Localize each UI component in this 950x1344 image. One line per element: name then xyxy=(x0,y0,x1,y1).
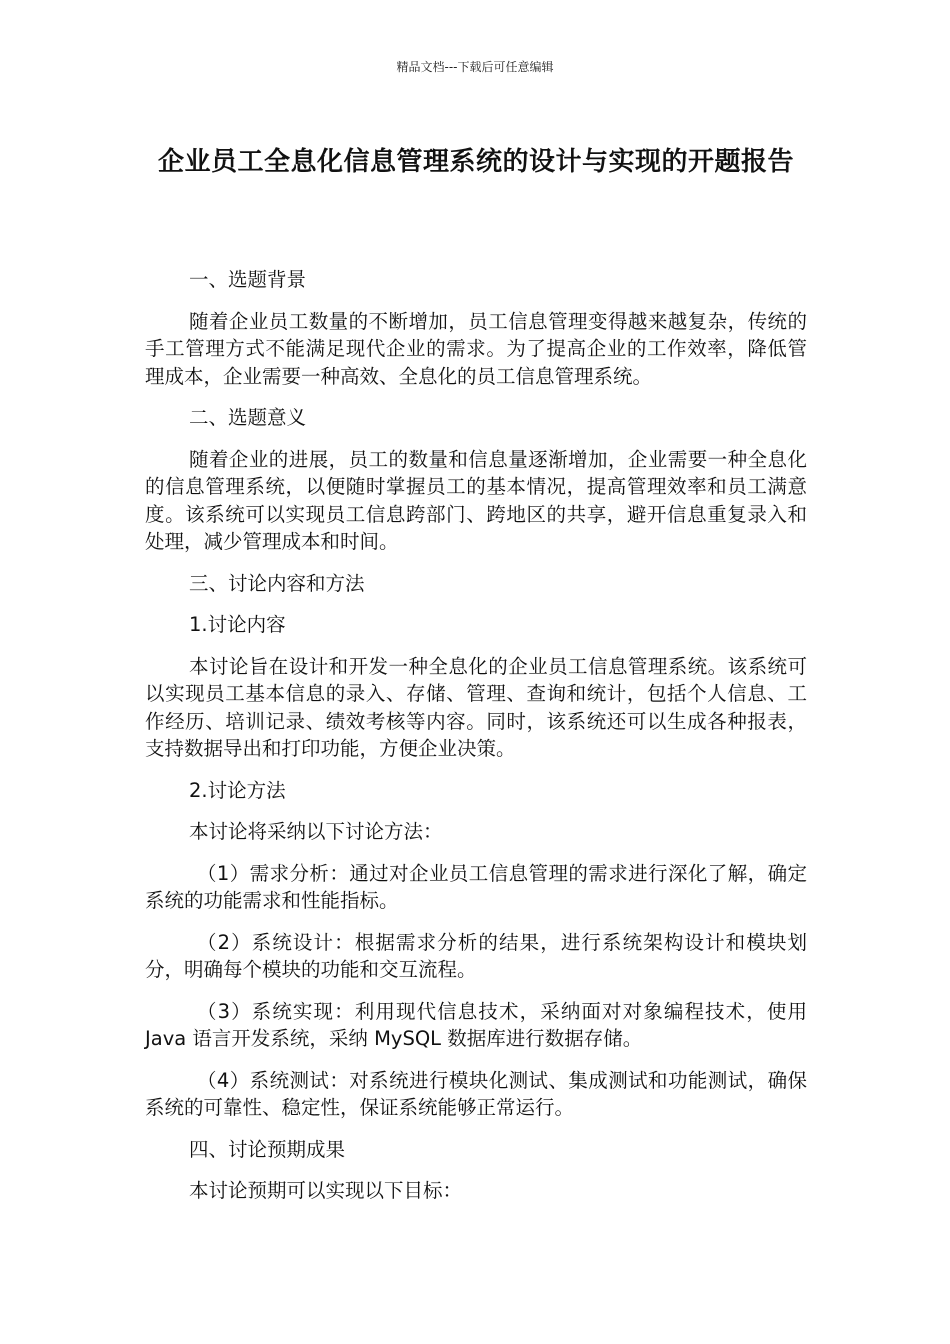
list-item: （4）系统测试：对系统进行模块化测试、集成测试和功能测试，确保系统的可靠性、稳定性，保证系统能够正常运行。 xyxy=(145,1068,807,1119)
page-header: 精品文档---下载后可任意编辑 xyxy=(396,60,554,74)
document-title: 企业员工全息化信息管理系统的设计与实现的开题报告 xyxy=(157,147,794,177)
section-heading-significance: 二、选题意义 xyxy=(189,406,307,429)
subheading-content: 1.讨论内容 xyxy=(189,613,286,636)
paragraph-expected-intro: 本讨论预期可以实现以下目标： xyxy=(189,1179,463,1202)
list-item: （3）系统实现：利用现代信息技术，采纳面对对象编程技术，使用 Java 语言开发系统，采纳 MySQL 数据库进行数据存储。 xyxy=(145,999,807,1050)
paragraph-content: 本讨论旨在设计和开发一种全息化的企业员工信息管理系统。该系统可以实现员工基本信息的录入、存储、管理、查询和统计，包括个人信息、工作经历、培训记录、绩效考核等内容。同时，该系统还可以生成各种报表，支持数据导出和打印功能，方便企业决策。 xyxy=(145,654,807,760)
paragraph-methods-intro: 本讨论将采纳以下讨论方法： xyxy=(189,820,443,843)
document-body xyxy=(145,266,807,1219)
list-item: （1）需求分析：通过对企业员工信息管理的需求进行深化了解，确定系统的功能需求和性能指标。 xyxy=(145,861,807,912)
list-item: （2）系统设计：根据需求分析的结果，进行系统架构设计和模块划分，明确每个模块的功能和交互流程。 xyxy=(145,930,807,981)
subheading-methods: 2.讨论方法 xyxy=(189,778,286,802)
section-heading-background: 一、选题背景 xyxy=(189,268,307,291)
section-heading-expected-results: 四、讨论预期成果 xyxy=(189,1137,346,1161)
section-heading-content-methods: 三、讨论内容和方法 xyxy=(189,571,365,595)
paragraph-background: 随着企业员工数量的不断增加，员工信息管理变得越来越复杂，传统的手工管理方式不能满足现代企业的需求。为了提高企业的工作效率，降低管理成本，企业需要一种高效、全息化的员工信息管理系统。 xyxy=(145,309,807,388)
paragraph-significance: 随着企业的进展，员工的数量和信息量逐渐增加，企业需要一种全息化的信息管理系统，以便随时掌握员工的基本情况，提高管理效率和员工满意度。该系统可以实现员工信息跨部门、跨地区的共享，避开信息重复录入和处理，减少管理成本和时间。 xyxy=(145,447,807,553)
